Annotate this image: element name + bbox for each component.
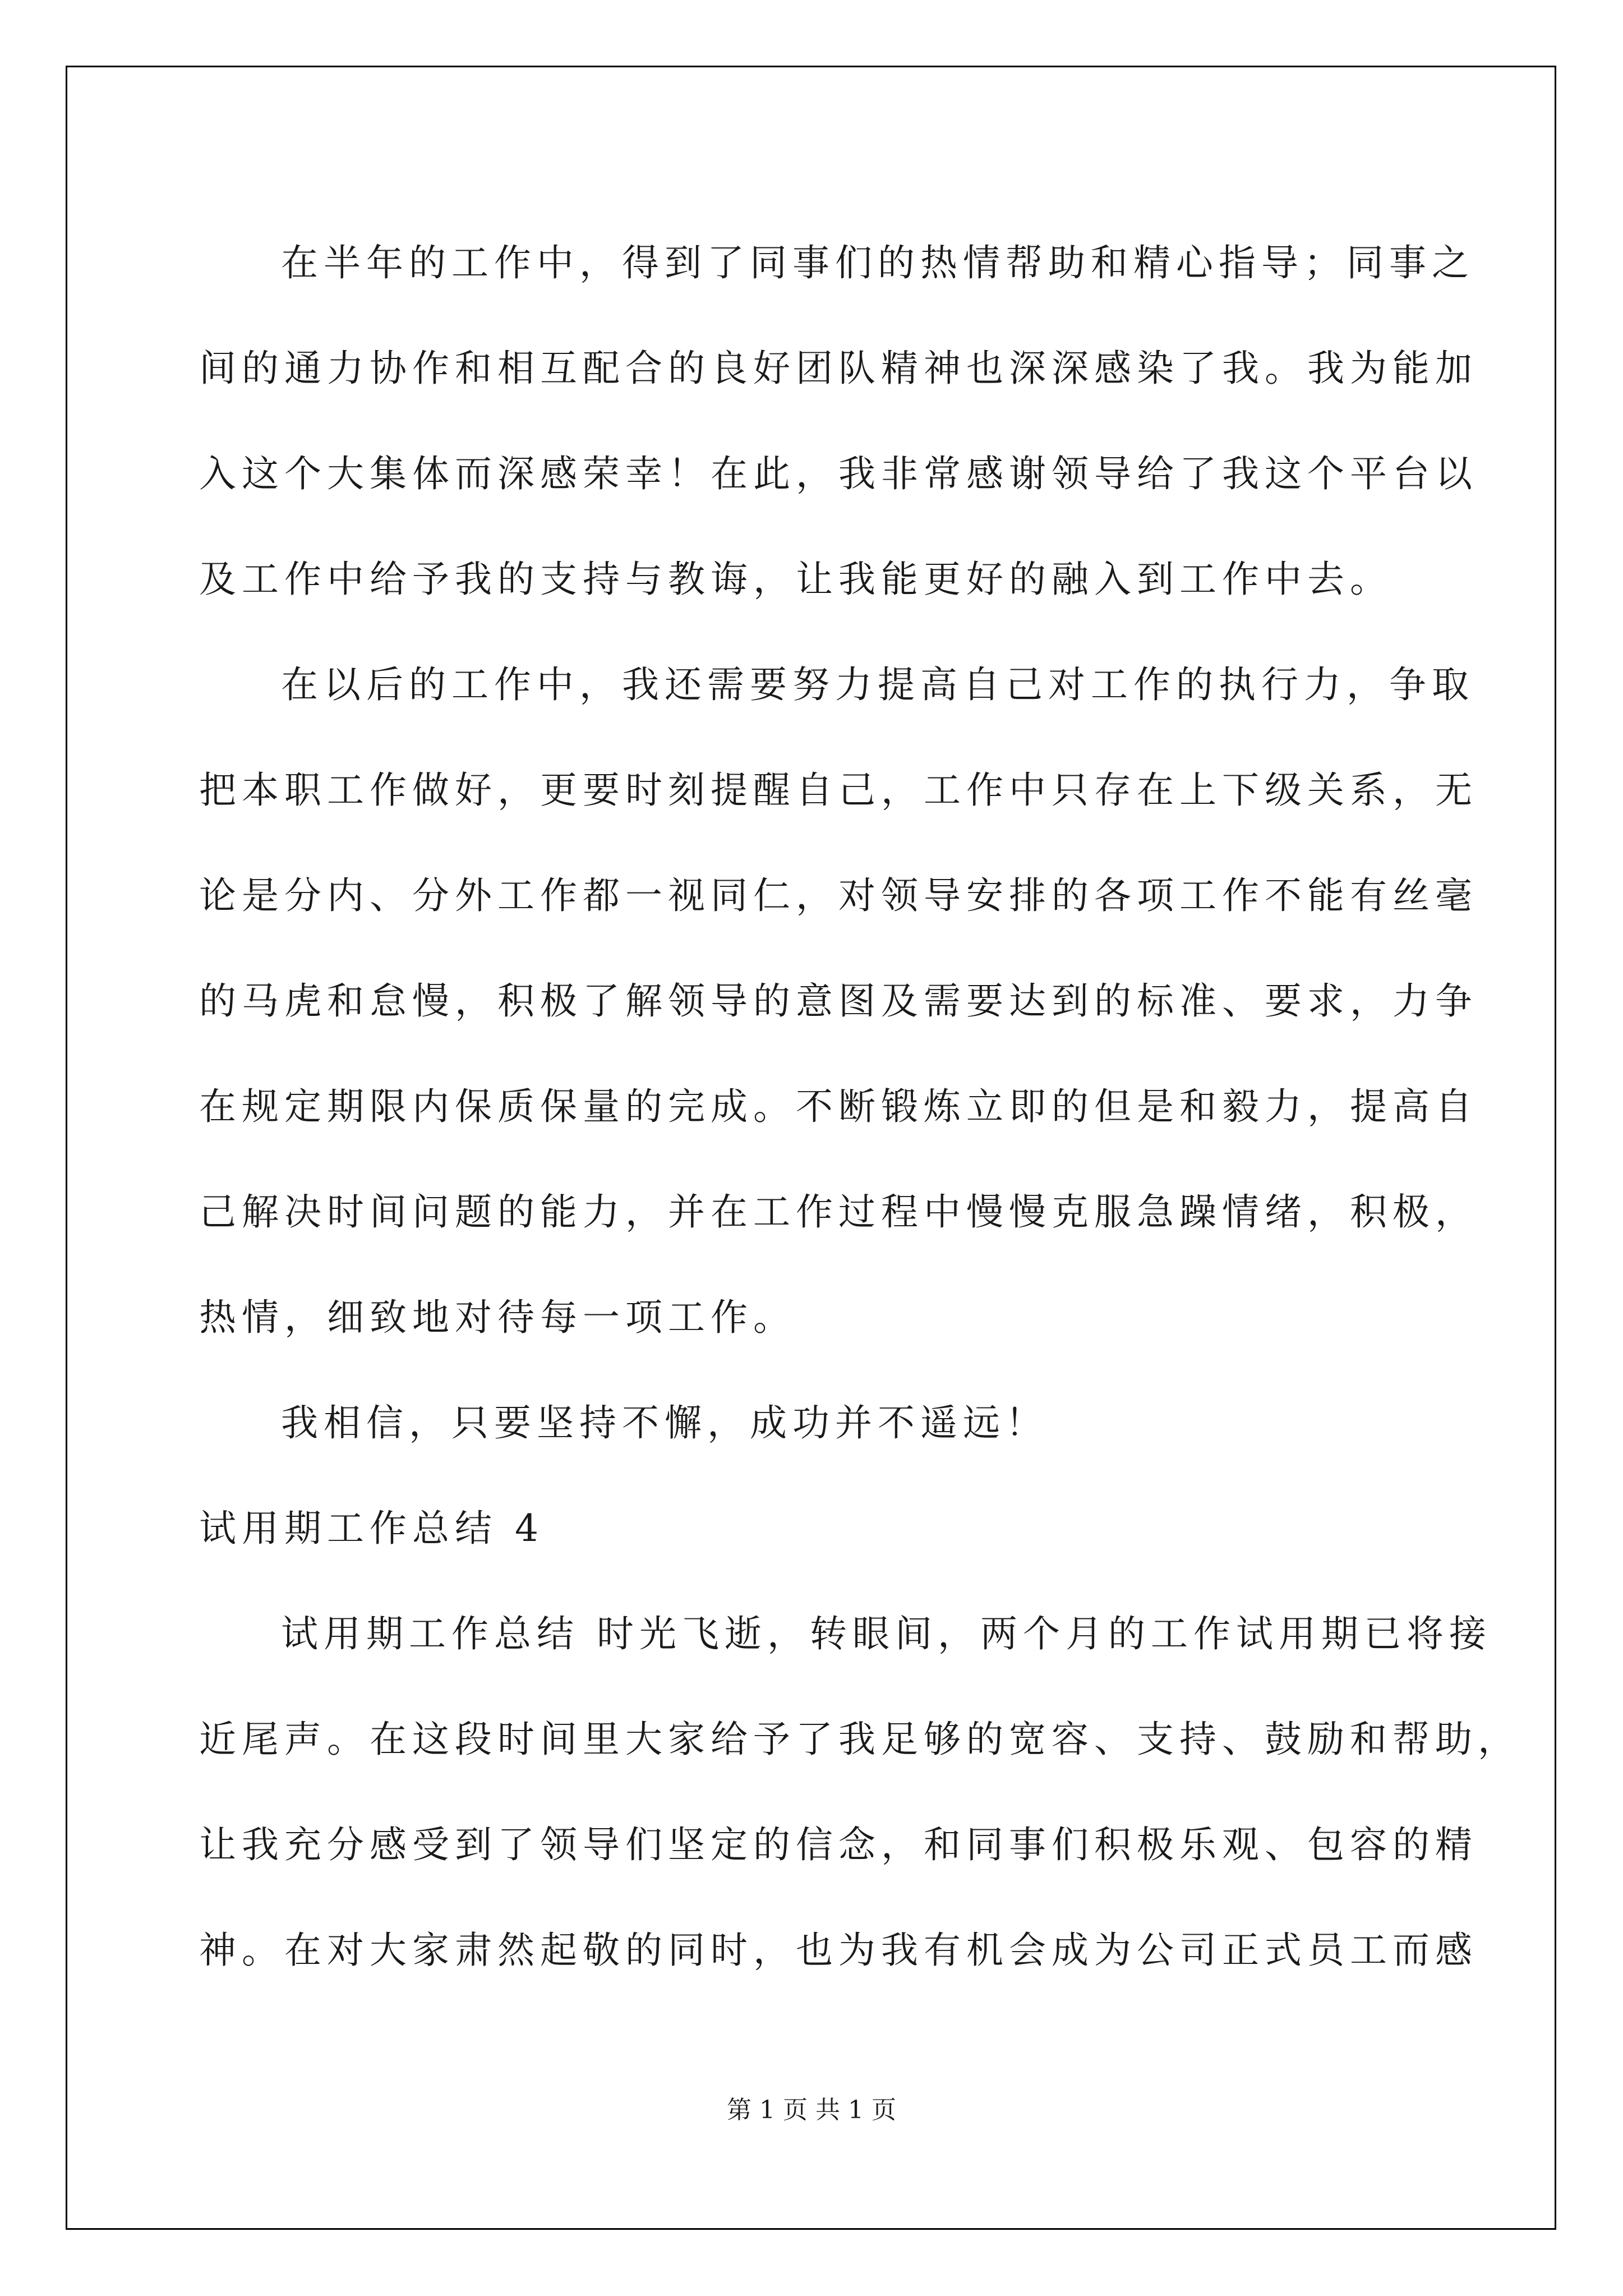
text-line: 让我充分感受到了领导们坚定的信念，和同事们积极乐观、包容的精 [199, 1823, 1478, 1866]
text-line: 在半年的工作中，得到了同事们的热情帮助和精心指导；同事之 [281, 241, 1474, 284]
text-line: 入这个大集体而深感荣幸！在此，我非常感谢领导给了我这个平台以 [199, 452, 1478, 495]
page-number-footer: 第 1 页 共 1 页 [727, 2096, 896, 2124]
text-line: 把本职工作做好，更要时刻提醒自己，工作中只存在上下级关系，无 [199, 769, 1478, 812]
text-line: 我相信，只要坚持不懈，成功并不遥远！ [281, 1401, 1048, 1444]
text-line: 及工作中给予我的支持与教诲，让我能更好的融入到工作中去。 [199, 558, 1393, 601]
text-line: 近尾声。在这段时间里大家给予了我足够的宽容、支持、鼓励和帮助， [199, 1718, 1520, 1761]
document-body [199, 210, 1520, 2003]
text-line: 在以后的工作中，我还需要努力提高自己对工作的执行力，争取 [281, 663, 1474, 706]
text-line: 热情，细致地对待每一项工作。 [199, 1296, 796, 1339]
section-heading: 试用期工作总结 4 [199, 1507, 544, 1550]
text-line: 己解决时间问题的能力，并在工作过程中慢慢克服急躁情绪，积极， [199, 1190, 1478, 1234]
text-line: 在规定期限内保质保量的完成。不断锻炼立即的但是和毅力，提高自 [199, 1085, 1478, 1128]
text-line: 的马虎和怠慢，积极了解领导的意图及需要达到的标准、要求，力争 [199, 979, 1478, 1023]
text-line: 神。在对大家肃然起敬的同时，也为我有机会成为公司正式员工而感 [199, 1929, 1478, 1972]
text-line: 试用期工作总结 时光飞逝，转眼间，两个月的工作试用期已将接 [281, 1612, 1492, 1655]
text-line: 论是分内、分外工作都一视同仁，对领导安排的各项工作不能有丝毫 [199, 874, 1478, 917]
text-line: 间的通力协作和相互配合的良好团队精神也深深感染了我。我为能加 [199, 347, 1478, 390]
